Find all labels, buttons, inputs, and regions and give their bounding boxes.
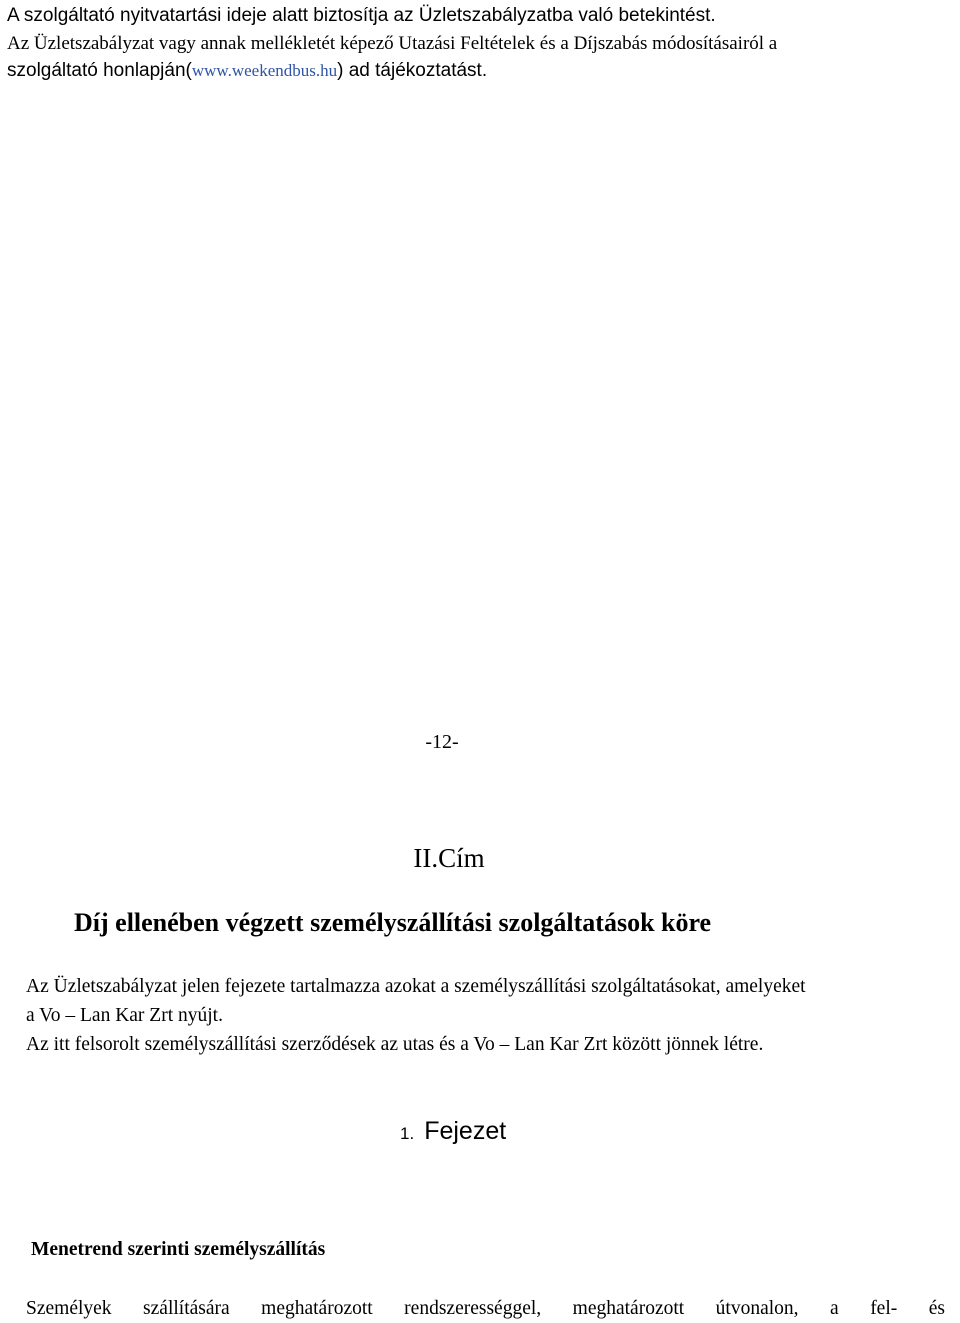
body-paragraph-2: Személyek szállítására meghatározott rendszerességgel, meghatározott útvonalon, a fel- és [26, 1298, 945, 1319]
document-title: Díj ellenében végzett személyszállítási szolgáltatások köre [74, 908, 712, 937]
page-number-text: -12- [425, 731, 459, 753]
chapter-heading [400, 1116, 506, 1149]
intro-line-2: Az Üzletszabályzat vagy annak mellékletét képező Utazási Feltételek és a Díjszabás módosításairól a [7, 32, 778, 54]
section-heading [0, 842, 960, 874]
body-paragraph-1 [26, 972, 960, 1059]
intro-line-3-start: szolgáltató honlapján( [7, 60, 192, 81]
body-line-2: a Vo – Lan Kar Zrt nyújt. [26, 1005, 223, 1026]
section-heading-text: II.Cím [413, 843, 485, 873]
chapter-number: 1. [400, 1124, 415, 1143]
body-line-1: Az Üzletszabályzat jelen fejezete tartalmazza azokat a személyszállítási szolgáltatásokat, amelyeket [26, 976, 806, 997]
intro-line-3-end: ) ad tájékoztatást. [337, 60, 488, 81]
website-link[interactable]: www.weekendbus.hu [191, 61, 338, 80]
intro-paragraph [7, 2, 953, 85]
page-number [0, 730, 960, 754]
subheading: Menetrend szerinti személyszállítás [31, 1239, 326, 1260]
chapter-label: Fejezet [424, 1117, 507, 1145]
intro-line-1: A szolgáltató nyitvatartási ideje alatt biztosítja az Üzletszabályzatba való betekintést. [7, 5, 716, 26]
body-line-3: Az itt felsorolt személyszállítási szerződések az utas és a Vo – Lan Kar Zrt között jönnek létre. [26, 1034, 764, 1055]
